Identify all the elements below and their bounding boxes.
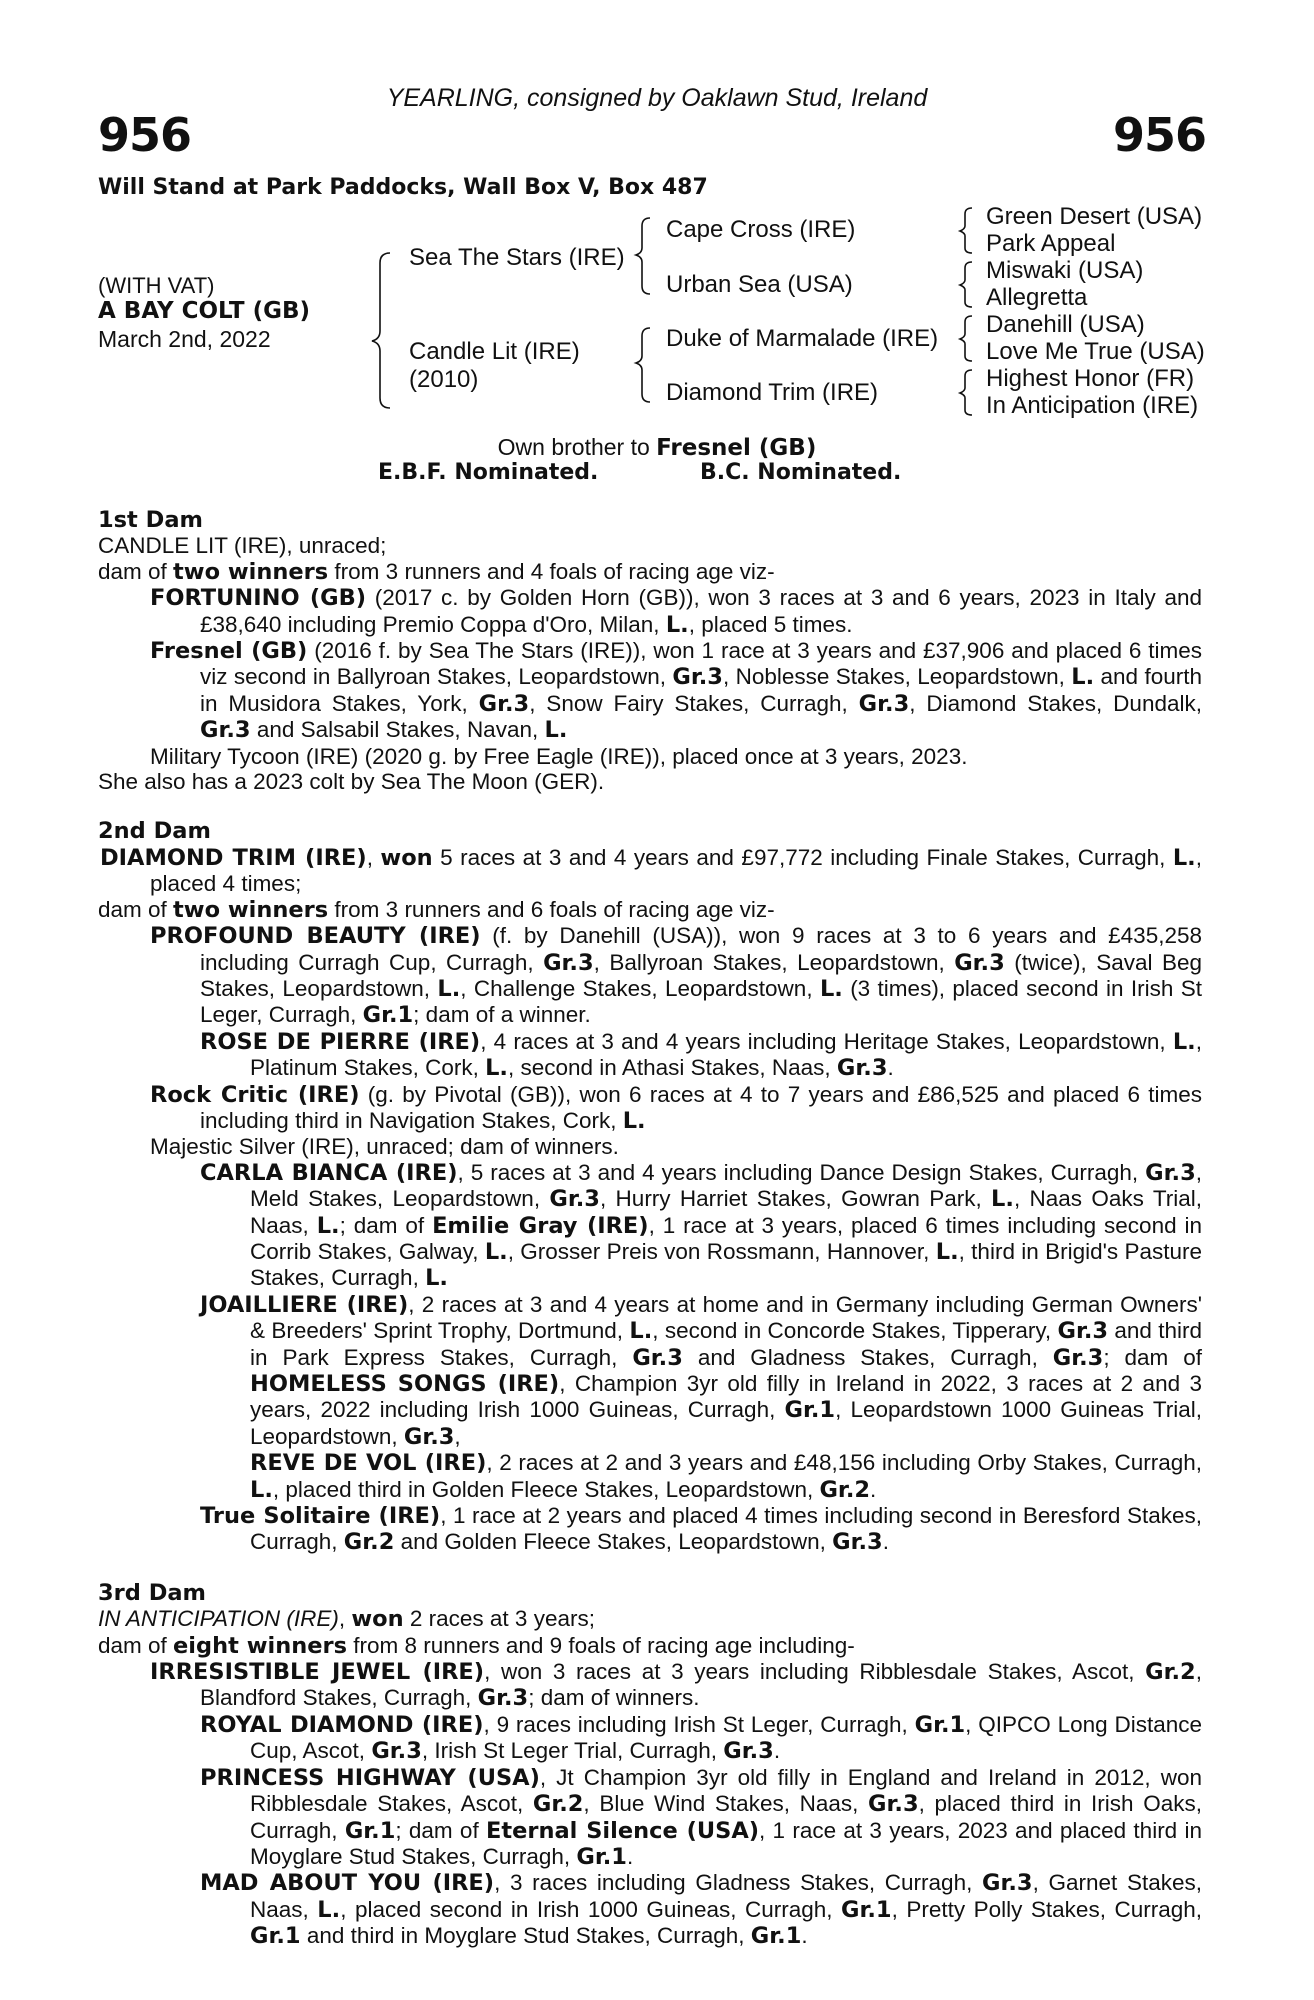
produce-fortunino: FORTUNINO (GB) (2017 c. by Golden Horn (GB)), won 3 races at 3 and 6 years, 2023 in Italy and £38,640 including Premio Coppa d'Oro, Milan, L., placed 5 times. (150, 585, 1202, 638)
produce-joailliere: JOAILLIERE (IRE), 2 races at 3 and 4 years at home and in Germany including German Owners' & Breeders' Sprint Trophy, Dortmund, L., second in Concorde Stakes, Tipperary, Gr.3 and third in Park Express Stakes, Curragh, Gr.3 and Gladness Stakes, Curragh, Gr.3; dam of HOMELESS SONGS (IRE), Champion 3yr old filly in Ireland in 2022, 3 races at 2 and 3 years, 2022 including Irish 1000 Guineas, Curragh, Gr.1, Leopardstown 1000 Guineas Trial, Leopardstown, Gr.3, (200, 1291, 1202, 1450)
dam-name: Candle Lit (IRE) (409, 338, 580, 365)
sire-sire: Cape Cross (IRE) (666, 216, 856, 243)
produce-carla-bianca: CARLA BIANCA (IRE), 5 races at 3 and 4 years including Dance Design Stakes, Curragh, Gr.3, Meld Stakes, Leopardstown, Gr.3, Hurry Harriet Stakes, Gowran Park, L., Naas Oaks Trial, Naas, L.; dam of Emilie Gray (IRE), 1 race at 3 years, placed 6 times including second in Corrib Stakes, Galway, L., Grosser Preis von Rossmann, Hannover, L., third in Brigid's Pasture Stakes, Curragh, L. (200, 1159, 1202, 1292)
first-dam-also: She also has a 2023 colt by Sea The Moon (GER). (98, 769, 605, 795)
horse-name: A BAY COLT (GB) (98, 298, 311, 324)
produce-mad-about-you: MAD ABOUT YOU (IRE), 3 races including Gladness Stakes, Curragh, Gr.3, Garnet Stakes, Naas, L., placed second in Irish 1000 Guineas, Curragh, Gr.1, Pretty Polly Stakes, Curragh, Gr.1 and third in Moyglare Stud Stakes, Curragh, Gr.1. (200, 1870, 1202, 1950)
own-brother-name: Fresnel (GB) (656, 435, 817, 461)
produce-princess-highway: PRINCESS HIGHWAY (USA), Jt Champion 3yr old filly in England and Ireland in 2012, won Ribblesdale Stakes, Ascot, Gr.2, Blue Wind Stakes, Naas, Gr.3, placed third in Irish Oaks, Curragh, Gr.1; dam of Eternal Silence (USA), 1 race at 3 years, 2023 and placed third in Moyglare Stud Stakes, Curragh, Gr.1. (200, 1764, 1202, 1870)
ancestor-6: Love Me True (USA) (986, 338, 1205, 365)
dam-dam: Diamond Trim (IRE) (666, 379, 879, 406)
dam-year: (2010) (409, 366, 479, 393)
sire-dam: Urban Sea (USA) (666, 271, 853, 298)
third-dam-produce: dam of eight winners from 8 runners and 9 foals of racing age including- (98, 1632, 855, 1659)
ebf-nomination: E.B.F. Nominated. (378, 460, 599, 485)
third-dam-line: IN ANTICIPATION (IRE), won 2 races at 3 years; (98, 1606, 595, 1633)
first-dam-produce: dam of two winners from 3 runners and 4 foals of racing age viz- (98, 558, 775, 585)
second-dam-produce: dam of two winners from 3 runners and 6 foals of racing age viz- (98, 896, 775, 923)
ancestor-2: Park Appeal (986, 230, 1116, 257)
produce-rose-de-pierre: ROSE DE PIERRE (IRE), 4 races at 3 and 4 years including Heritage Stakes, Leopardstown, L., Platinum Stakes, Cork, L., second in Athasi Stakes, Naas, Gr.3. (200, 1028, 1202, 1082)
ancestor-1: Green Desert (USA) (986, 203, 1203, 230)
produce-fresnel: Fresnel (GB) (2016 f. by Sea The Stars (IRE)), won 1 race at 3 years and £37,906 and placed 6 times viz second in Ballyroan Stakes, Leopardstown, Gr.3, Noblesse Stakes, Leopardstown, L. and fourth in Musidora Stakes, York, Gr.3, Snow Fairy Stakes, Curragh, Gr.3, Diamond Stakes, Dundalk, Gr.3 and Salsabil Stakes, Navan, L. (150, 638, 1203, 744)
produce-reve-de-vol: REVE DE VOL (IRE), 2 races at 2 and 3 years and £48,156 including Orby Stakes, Curragh, L., placed third in Golden Fleece Stakes, Leopardstown, Gr.2. (250, 1450, 1203, 1503)
produce-rock-critic: Rock Critic (IRE) (g. by Pivotal (GB)), won 6 races at 4 to 7 years and £86,525 and placed 6 times including third in Navigation Stakes, Cork, L. (150, 1081, 1202, 1134)
foaling-date: March 2nd, 2022 (98, 326, 271, 352)
ancestor-7: Highest Honor (FR) (986, 365, 1195, 392)
produce-royal-diamond: ROYAL DIAMOND (IRE), 9 races including Irish St Leger, Curragh, Gr.1, QIPCO Long Distance Cup, Ascot, Gr.3, Irish St Leger Trial, Curragh, Gr.3. (200, 1711, 1203, 1765)
stand-location: Will Stand at Park Paddocks, Wall Box V, Box 487 (98, 175, 708, 200)
lot-number-left: 956 (98, 108, 192, 162)
produce-majestic-silver: Majestic Silver (IRE), unraced; dam of winners. (150, 1134, 619, 1160)
third-dam-heading: 3rd Dam (98, 1579, 206, 1606)
second-dam-heading: 2nd Dam (98, 818, 211, 845)
subtitle: YEARLING, consigned by Oaklawn Stud, Ireland (386, 84, 928, 112)
ancestor-8: In Anticipation (IRE) (986, 392, 1199, 419)
own-brother-note: Own brother to Fresnel (GB) (497, 434, 817, 461)
produce-military-tycoon: Military Tycoon (IRE) (2020 g. by Free Eagle (IRE)), placed once at 3 years, 2023. (150, 743, 968, 769)
produce-profound-beauty: PROFOUND BEAUTY (IRE) (f. by Danehill (USA)), won 9 races at 3 to 6 years and £435,258 including Curragh Cup, Curragh, Gr.3, Ballyroan Stakes, Leopardstown, Gr.3 (twice), Saval Beg Stakes, Leopardstown, L., Challenge Stakes, Leopardstown, L. (3 times), placed second in Irish St Leger, Curragh, Gr.1; dam of a winner. (150, 923, 1202, 1029)
produce-irresistible-jewel: IRRESISTIBLE JEWEL (IRE), won 3 races at 3 years including Ribblesdale Stakes, Ascot, Gr.2, Blandford Stakes, Curragh, Gr.3; dam of winners. (150, 1659, 1202, 1712)
produce-true-solitaire: True Solitaire (IRE), 1 race at 2 years and placed 4 times including second in Beresford Stakes, Curragh, Gr.2 and Golden Fleece Stakes, Leopardstown, Gr.3. (200, 1503, 1202, 1556)
ancestor-4: Allegretta (986, 284, 1088, 311)
vat-note: (WITH VAT) (98, 273, 215, 298)
bc-nomination: B.C. Nominated. (700, 460, 902, 485)
dam-sire: Duke of Marmalade (IRE) (666, 325, 939, 352)
catalogue-body (98, 508, 1202, 1950)
ancestor-3: Miswaki (USA) (986, 257, 1144, 284)
sire: Sea The Stars (IRE) (409, 244, 625, 271)
second-dam-line: DIAMOND TRIM (IRE), won 5 races at 3 and 4 years and £97,772 including Finale Stakes, Curragh, L., placed 4 times; (100, 844, 1202, 897)
first-dam-line: CANDLE LIT (IRE), unraced; (98, 533, 387, 559)
first-dam-heading: 1st Dam (98, 507, 203, 533)
lot-number-right: 956 (1112, 108, 1206, 162)
ancestor-5: Danehill (USA) (986, 311, 1145, 338)
